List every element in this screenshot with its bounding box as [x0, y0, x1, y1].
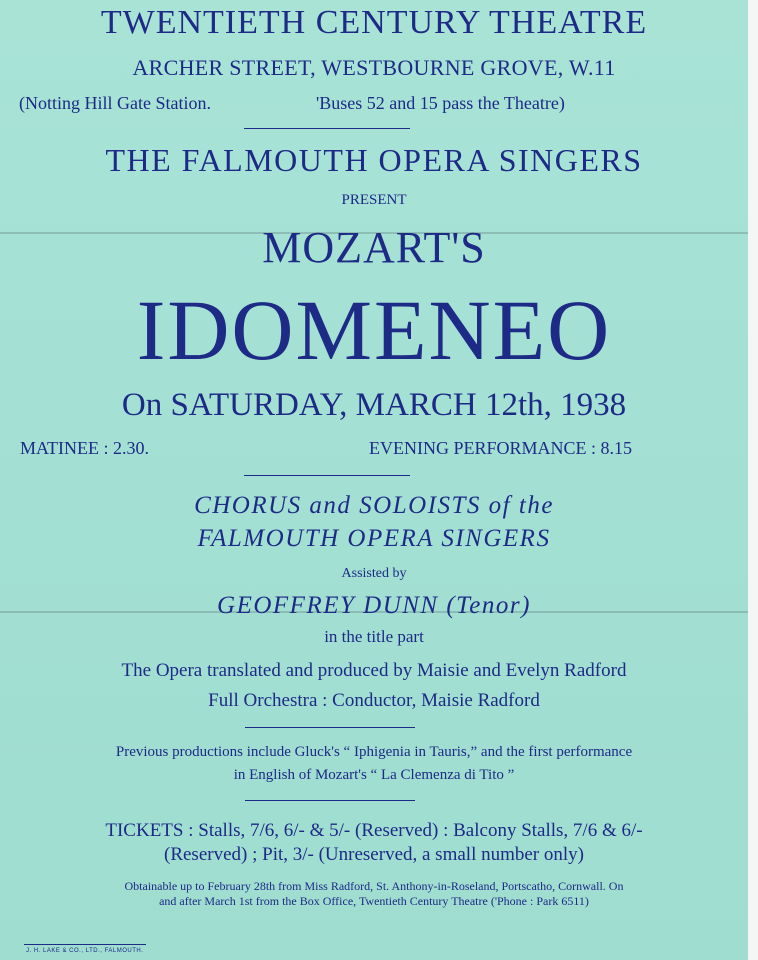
- translation-credit: The Opera translated and produced by Maisie and Evelyn Radford: [121, 660, 627, 681]
- title-part: in the title part: [324, 627, 424, 646]
- theatre-address: ARCHER STREET, WESTBOURNE GROVE, W.11: [132, 55, 616, 80]
- company-name: THE FALMOUTH OPERA SINGERS: [105, 142, 643, 178]
- divider: [244, 128, 410, 129]
- guest-soloist: GEOFFREY DUNN (Tenor): [217, 592, 531, 619]
- opera-title: IDOMENEO: [136, 282, 612, 378]
- divider: [244, 475, 410, 476]
- booking-info-2: and after March 1st from the Box Office, Twentieth Century Theatre ('Phone : Park 6511): [159, 894, 589, 908]
- assisted-by: Assisted by: [341, 566, 407, 581]
- present-label: PRESENT: [341, 192, 407, 208]
- paper-edge: [748, 0, 758, 960]
- ticket-prices-2: (Reserved) ; Pit, 3/- (Unreserved, a small number only): [164, 844, 584, 865]
- previous-productions-2: in English of Mozart's “ La Clemenza di Tito ”: [233, 767, 515, 783]
- cast-line-2: FALMOUTH OPERA SINGERS: [197, 525, 551, 552]
- evening-time: EVENING PERFORMANCE : 8.15: [368, 438, 632, 458]
- ticket-prices-1: TICKETS : Stalls, 7/6, 6/- & 5/- (Reserved) : Balcony Stalls, 7/6 & 6/-: [105, 820, 643, 841]
- printer-rule: [24, 944, 146, 945]
- divider: [245, 727, 415, 728]
- matinee-time: MATINEE : 2.30.: [20, 438, 149, 458]
- composer-heading: MOZART'S: [262, 223, 486, 272]
- orchestra-credit: Full Orchestra : Conductor, Maisie Radford: [208, 690, 540, 711]
- station-note: (Notting Hill Gate Station.: [19, 93, 211, 113]
- booking-info-1: Obtainable up to February 28th from Miss Radford, St. Anthony-in-Roseland, Portscatho, Cornwall. On: [124, 879, 624, 893]
- theatre-name: TWENTIETH CENTURY THEATRE: [100, 4, 648, 41]
- previous-productions-1: Previous productions include Gluck's “ Iphigenia in Tauris,” and the first performance: [115, 744, 633, 760]
- divider: [245, 800, 415, 801]
- performance-date: On SATURDAY, MARCH 12th, 1938: [121, 387, 627, 423]
- cast-line-1: CHORUS and SOLOISTS of the: [194, 492, 554, 519]
- printer-imprint: J. H. LAKE & CO., LTD., FALMOUTH.: [26, 948, 144, 954]
- bus-note: 'Buses 52 and 15 pass the Theatre): [316, 93, 565, 113]
